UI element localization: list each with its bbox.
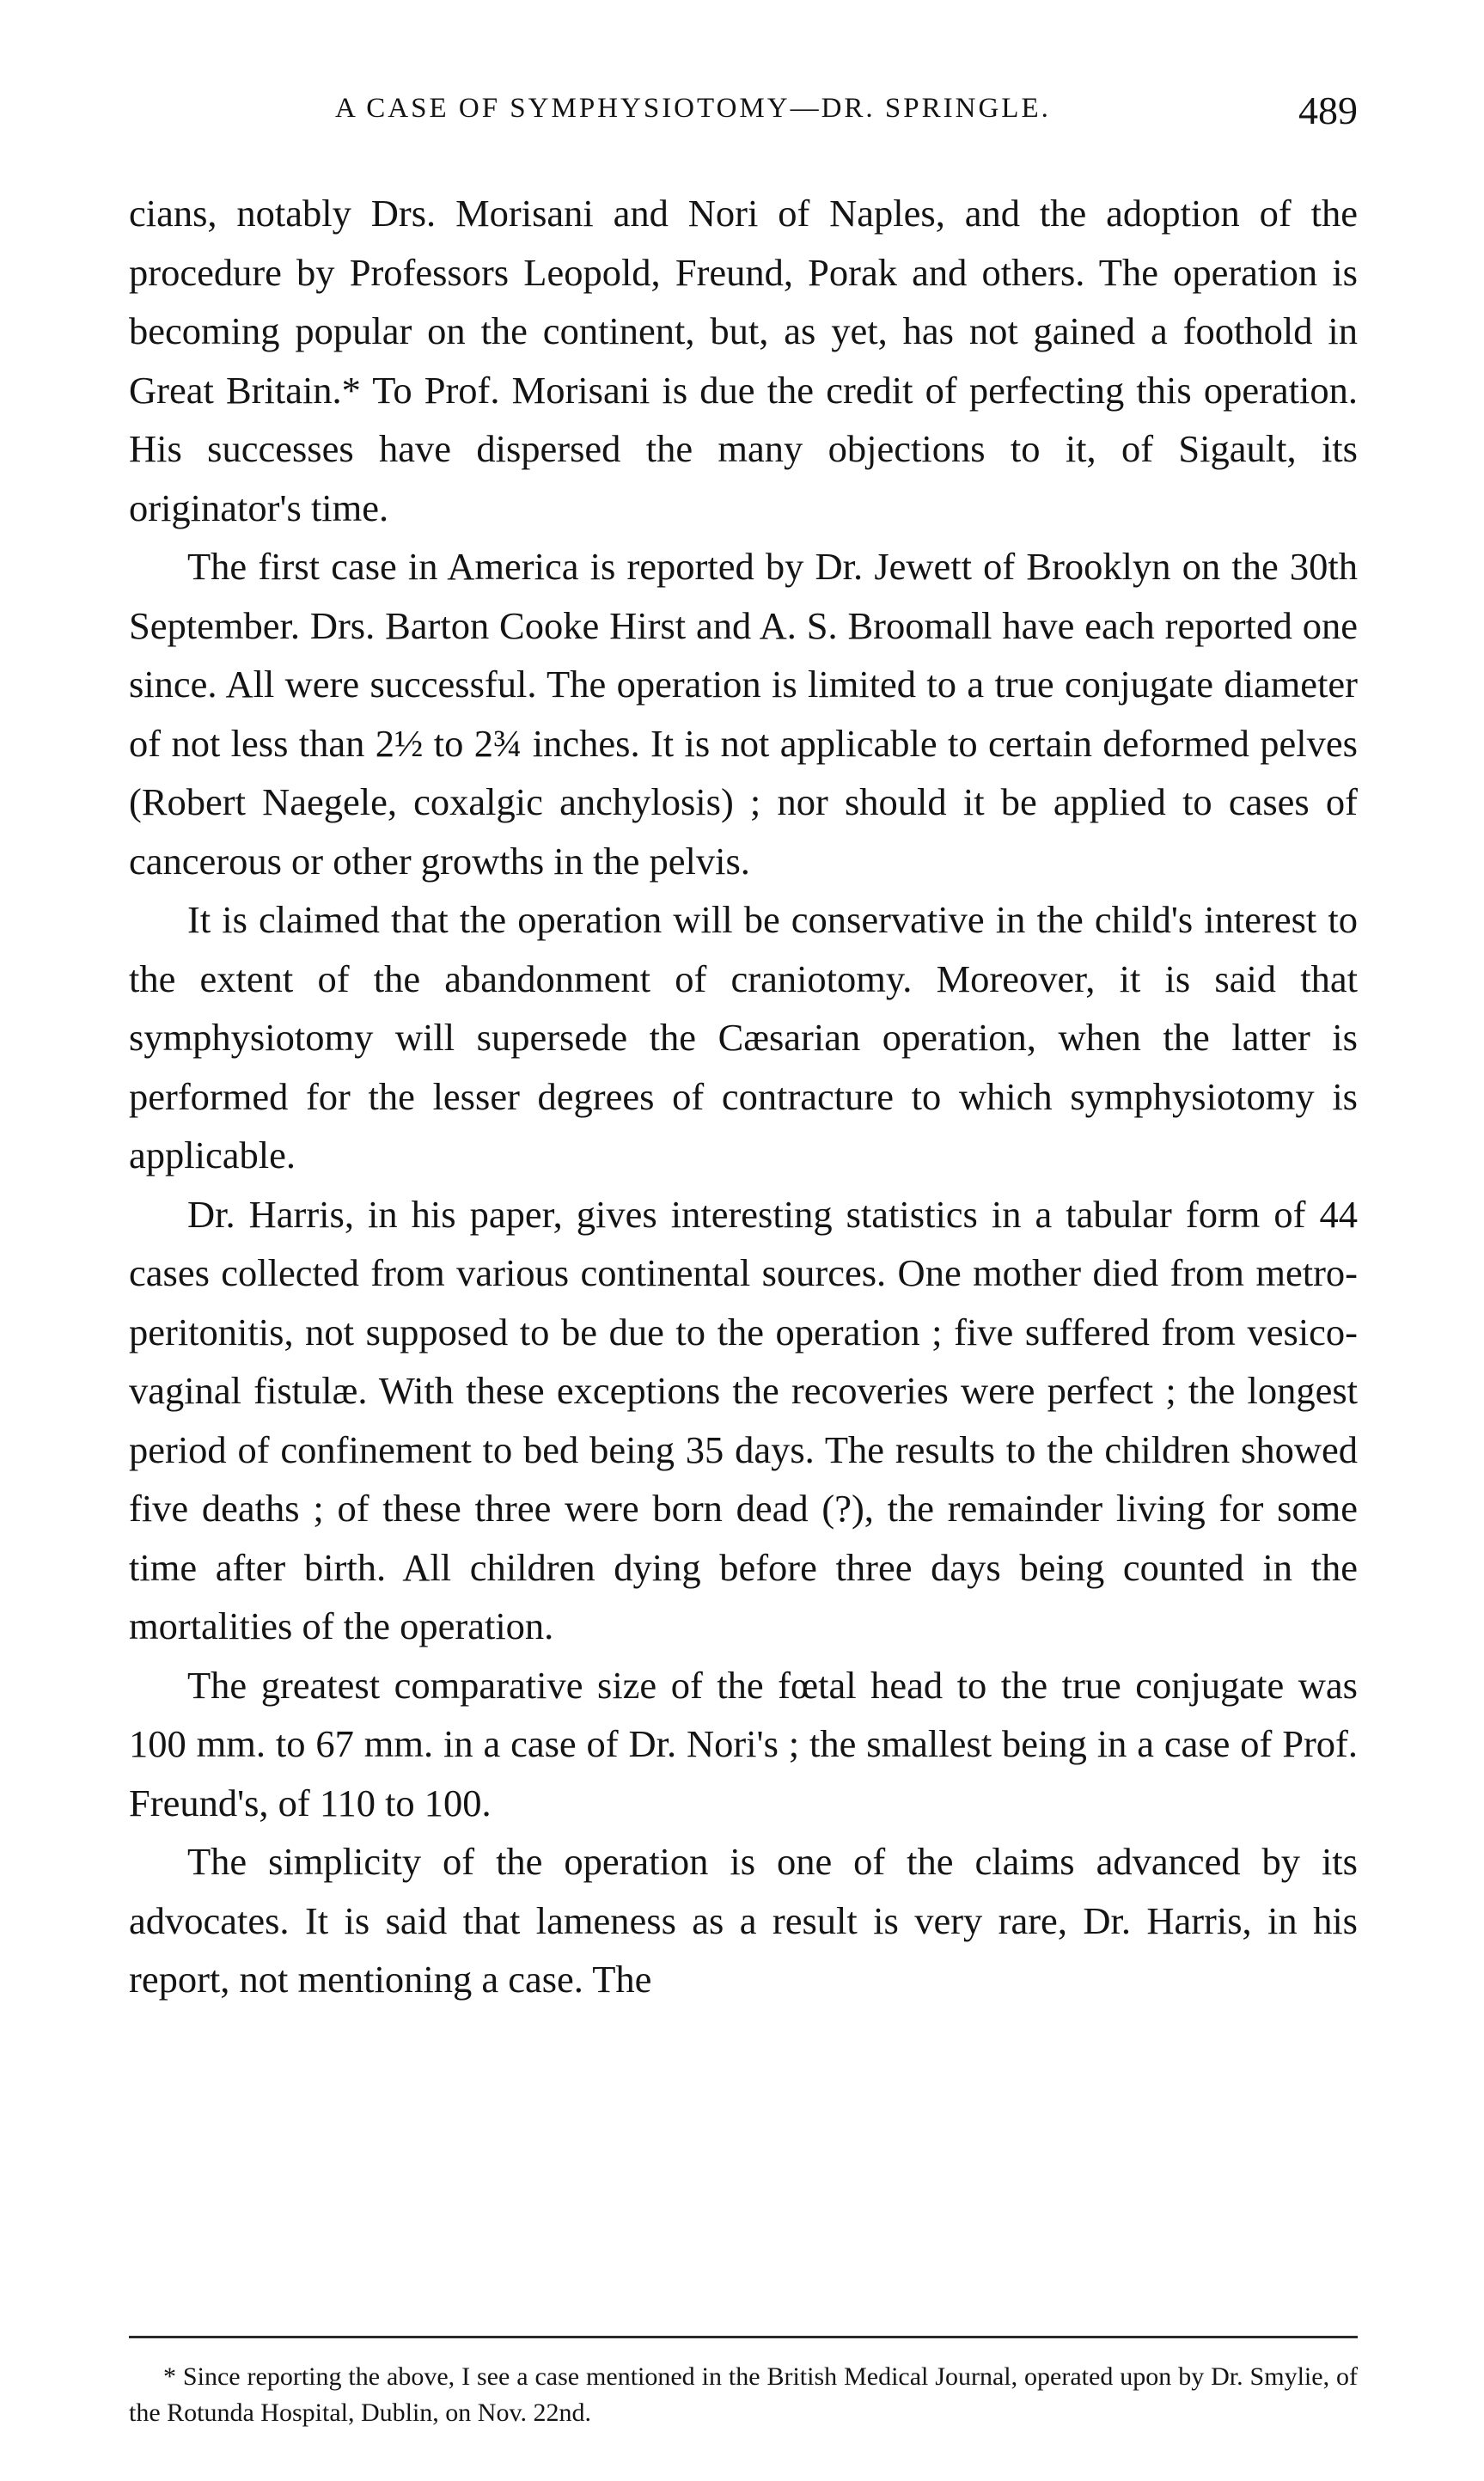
paragraph-2: The first case in America is reported by Dr. Jewett of Brooklyn on the 30th September. Drs. Barton Cooke Hirst and A. S. Broomall have each reported one since. All were successful. The operation is limited to a true conjugate diameter of not less than 2½ to 2¾ inches. It is not applicable to certain deformed pelves (Robert Naegele, coxalgic anchylosis) ; nor should it be applied to cases of cancerous or other growths in the pelvis. xyxy=(129,545,1358,883)
footnote: * Since reporting the above, I see a case mentioned in the British Medical Journal, operated upon by Dr. Smylie, of the Rotunda Hospital, Dublin, on Nov. 22nd. xyxy=(129,2362,1358,2427)
running-title: A CASE OF SYMPHYSIOTOMY—DR. SPRINGLE. xyxy=(335,93,1051,124)
page-number: 489 xyxy=(1298,89,1358,132)
paragraph-3: It is claimed that the operation will be conservative in the child's interest to the extent of the abandonment of craniotomy. Moreover, it is said that symphysiotomy will supersede the Cæsarian operation, when the latter is performed for the lesser degrees of contracture to which symphysiotomy is applicable. xyxy=(129,898,1358,1176)
paragraph-6: The simplicity of the operation is one of the claims advanced by its advocates. It is said that lameness as a result is very rare, Dr. Harris, in his report, not mentioning a case. The xyxy=(129,1840,1358,2001)
body-text xyxy=(129,184,1358,2009)
paragraph-4: Dr. Harris, in his paper, gives interesting statistics in a tabular form of 44 cases collected from various continental sources. One mother died from metro-peritonitis, not supposed to be due to the operation ; five suffered from vesico-vaginal fistulæ. With these exceptions the recoveries were perfect ; the longest period of confinement to bed being 35 days. The results to the children showed five deaths ; of these three were born dead (?), the remainder living for some time after birth. All children dying before three days being counted in the mortalities of the operation. xyxy=(129,1192,1358,1647)
footnote-divider xyxy=(129,2336,1358,2338)
paragraph-1: cians, notably Drs. Morisani and Nori of Naples, and the adoption of the procedure by Professors Leopold, Freund, Porak and others. The operation is becoming popular on the continent, but, as yet, has not gained a foothold in Great Britain.* To Prof. Morisani is due the credit of perfecting this operation. His successes have dispersed the many objections to it, of Sigault, its originator's time. xyxy=(129,192,1358,529)
paragraph-5: The greatest comparative size of the fœtal head to the true conjugate was 100 mm. to 67 mm. in a case of Dr. Nori's ; the smallest being in a case of Prof. Freund's, of 110 to 100. xyxy=(129,1663,1358,1824)
running-head xyxy=(129,89,1358,144)
